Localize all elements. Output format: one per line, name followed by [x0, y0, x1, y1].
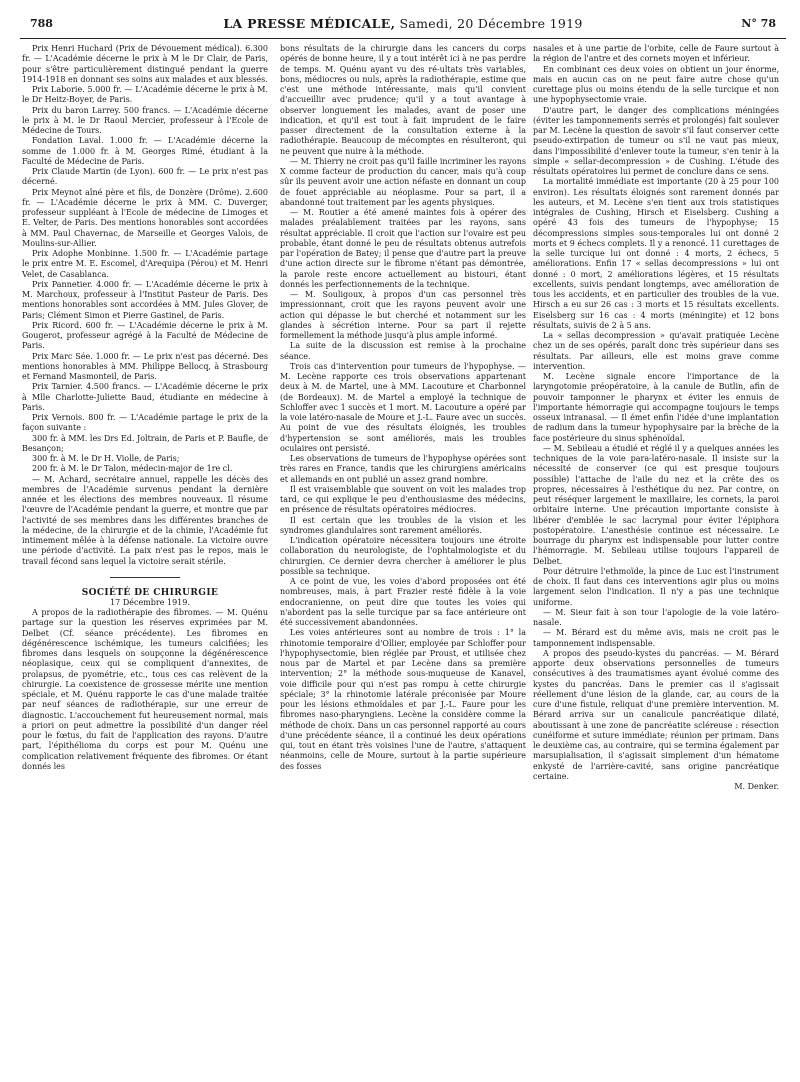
paragraph: Fondation Laval. 1.000 fr. — L'Académie décerne la somme de 1.000 fr. à M. Georges Rimé, étudiant à la Faculté de Médecine de Paris. — [22, 136, 268, 166]
paragraph: Il est certain que les troubles de la vision et les syndromes glandulaires sont rarement améliorés. — [280, 515, 526, 535]
paragraph: La mortalité immédiate est importante (20 à 25 pour 100 environ). Les résultats éloignés sont rarement donnés par les auteurs, et M. Lecène s'en tient aux trois statistiques intégrales de Cushing, Hirsch et Eiselsberg. Cushing a opéré 43 fois des tumeurs de l'hypophyse; 15 décompressions simples sous-temporales lui ont donné 2 morts et 9 échecs complets. Il y a renoncé. 11 curettages de la selle turcique lui ont donné : 4 morts, 2 échecs, 5 améliorations. Enfin 17 « sellas decompressions » lui ont donné : 0 mort, 2 améliorations légères, et 15 résultats excellents, suivis pendant longtemps, avec amélioration de tous les accidents, et en particulier des troubles de la vue. Hirsch a eu sur 26 cas : 3 morts et 15 résultats excellents. Eiselsberg sur 16 cas : 4 morts (méningite) et 12 bons résultats, suivis de 2 à 5 ans. — [533, 177, 779, 330]
paragraph: Prix Ricord. 600 fr. — L'Académie décerne le prix à M. Gougerot, professeur agrégé à la Faculté de Médecine de Paris. — [22, 320, 268, 351]
column-middle — [280, 44, 526, 1054]
paragraph: Prix Henri Huchard (Prix de Dévouement médical). 6.300 fr. — L'Académie décerne le prix à M le Dr Clair, de Paris, pour s'être particulièrement distingué pendant la guerre 1914-1918 en donnant ses soins aux malades et aux blessés. — [22, 44, 268, 84]
author-signature: M. Denker. — [734, 782, 779, 791]
paragraph: M. Lecène signale encore l'importance de la laryngotomie préopératoire, à la canule de Butlin, afin de pouvoir tamponner le pharynx et éviter les ennuis de l'importante hémorragie qui accompagne toujours le temps osseux intranasal. — Il émet enfin l'idée d'une implantation de radium dans la tumeur hypophysaire par la brèche de la face postérieure du sinus sphénoïdal. — [533, 372, 779, 443]
paragraph: Prix Pannetier. 4.000 fr. — L'Académie décerne le prix à M. Marchoux, professeur à l'Institut Pasteur de Paris. Des mentions honorables sont accordées à MM. Jules Glover, de Paris; Clément Simon et Pierre Gastinel, de Paris. — [22, 279, 268, 320]
issue-number: N° 78 — [741, 17, 776, 30]
section-title: SOCIÉTÉ DE CHIRURGIE — [81, 587, 219, 598]
paragraph: Prix Laborie. 5.000 fr. — L'Académie décerne le prix à M. le Dr Heitz-Boyer, de Paris. — [22, 85, 268, 105]
paragraph: La suite de la discussion est remise à la prochaine séance. — [280, 341, 526, 361]
journal-name: LA PRESSE MÉDICALE, — [223, 16, 396, 31]
paragraph: Il est vraisemblable que souvent on voit les malades trop tard, ce qui explique le peu d'enthousiasme des médecins, en présence de résultats opératoires médiocres. — [280, 484, 526, 515]
paragraph: — M. Sieur fait à son tour l'apologie de la voie latéro-nasale. — [533, 607, 779, 627]
paragraph: A propos de la radiothérapie des fibromes. — M. Quénu partage sur la question les réserves exprimées par M. Delbet (Cf. séance précédente). Les fibromes en dégénérescence ischémique, les tumeurs calcifiées; les fibromes dans lesquels on soupçonne la dégénérescence néoplasique, ceux qui se compliquent d'annexites, de prolapsus, de pyométrie, etc., tous ces cas relèvent de la chirurgie. La coexistence de grossesse mérite une mention spéciale, et M. Quénu rapporte le cas d'une malade traitée par neuf séances de radiothérapie, sur une erreur de diagnostic. L'accouchement fut heureusement normal, mais a priori on peut admettre la possibilité d'un danger réel pour le fœtus, du fait de l'application des rayons. D'autre part, l'épithélioma du corps est pour M. Quénu une complication relativement fréquente des fibromes. Or étant donnés les — [22, 608, 268, 771]
issue-date: Samedi, 20 Décembre 1919 — [395, 16, 583, 31]
paragraph: bons résultats de la chirurgie dans les cancers du corps opérés de bonne heure, il y a tout intérêt ici à ne pas perdre de temps. M. Quénu ayant vu des ré-ultats très variables, bons, médiocres ou nuls, après la radiothérapie, estime que c'est une méthode intéressante, mais qu'il convient d'accueillir avec prudence; qu'il y a tout avantage à observer longuement les malades, avant de poser une indication, et qu'il est tout à fait imprudent de le faire passer directement de la consultation externe à la radiothérapie. Beaucoup de mécomptes en résulteront, qui ne peuvent que nuire à la méthode. — [280, 44, 526, 156]
column-left — [22, 44, 268, 1054]
journal-title — [20, 16, 786, 31]
paragraph: — M. Thierry ne croit pas qu'il faille incriminer les rayons X comme facteur de production du cancer, mais qu'à coup sûr ils peuvent avoir une action néfaste en donnant un coup de fouet appréciable au néoplasme. Pour sa part, il a abandonné tout traitement par les agents physiques. — [280, 156, 526, 207]
paragraph: Prix Meynot aîné père et fils, de Donzère (Drôme). 2.600 fr. — L'Académie décerne le prix à MM. C. Duverger, professeur suppléant à l'Ecole de médecine de Limoges et E. Velter, de Paris. Des mentions honorables sont accordées à MM. Paul Chavernac, de Marseille et Georges Valois, de Moulins-sur-Allier. — [22, 187, 268, 248]
paragraph: 200 fr. à M. le Dr Talon, médecin-major de 1re cl. — [32, 464, 233, 474]
paragraph: Prix du baron Larrey. 500 francs. — L'Académie décerne le prix à M. le Dr Raoul Mercier, professeur à l'Ecole de Médecine de Tours. — [22, 105, 268, 135]
masthead — [20, 14, 786, 39]
paragraph: D'autre part, le danger des complications méningées (éviter les tamponnements serrés et prolongés) fait soulever par M. Lecène la question de savoir s'il faut conserver cette pseudo-extirpation de tumeur ou s'il ne vaut pas mieux, dans l'impossibilité d'enlever toute la tumeur, s'en tenir à la simple « sellar-decompression » de Cushing. L'étude des résultats opératoires lui permet de conclure dans ce sens. — [533, 105, 779, 176]
paragraph: 300 fr. à M. le Dr H. Violle, de Paris; — [32, 454, 180, 463]
paragraph: Prix Tarnier. 4.500 francs. — L'Académie décerne le prix à Mlle Charlotte-Juliette Baud, étudiante en médecine à Paris. — [22, 382, 268, 412]
paragraph: Les voies antérieures sont au nombre de trois : 1° la rhinotomie temporaire d'Ollier, employée par Schloffer pour l'hypophysectomie, bien réglée par Proust, et utilisée chez nous par de Martel et par Lecène dans sa première intervention; 2° la méthode sous-muqueuse de Kanavel, voie difficile pour qui n'est pas rompu à cette chirurgie spéciale; 3° la rhinotomie latérale préconisée par Moure pour les lésions ethmoïdales et par J.-L. Faure pour les fibromes naso-pharyngiens. Lecène la considère comme la méthode de choix. Dans un cas personnel rapporté au cours d'une précédente séance, il a continué les deux opérations qui, tout en étant très voisines l'une de l'autre, s'attaquent néanmoins, celle de Moure, surtout à la partie supérieure des fosses — [280, 628, 526, 771]
paragraph: Prix Adophe Monbinne. 1.500 fr. — L'Académie partage le prix entre M. E. Escomel, d'Arequipa (Pérou) et M. Henri Velet, de Casablanca. — [22, 249, 268, 279]
paragraph: Trois cas d'intervention pour tumeurs de l'hypophyse. — M. Lecène rapporte ces trois observations appartenant deux à M. de Martel, une à MM. Lacouture et Charbonnel (de Bordeaux). M. de Martel a employé la technique de Schloffer avec 1 succès et 1 mort. M. Lacouture a opéré par la voie latéro-nasale de Moure et J.-L. Faure avec un succès. Au point de vue des résultats éloignés, les troubles d'hypertension se sont améliorés, mais les troubles oculaires ont persisté. — [280, 361, 526, 453]
paragraph: — M. Bérard est du même avis, mais ne croit pas le tamponnement indispensable. — [533, 628, 779, 648]
paragraph: En combinant ces deux voies on obtient un jour énorme, mais en aucun cas on ne peut faire autre chose qu'un curettage plus ou moins étendu de la selle turcique et non une hypophysectomie vraie. — [533, 64, 779, 105]
paragraph: A propos des pseudo-kystes du pancréas. — M. Bérard apporte deux observations personnelles de tumeurs consécutives à des traumatismes ayant évolué comme des kystes du pancréas. Dans le premier cas il s'agissait réellement d'une lésion de la glande, car, au cours de la cure d'une fistule, reliquat d'une première intervention. M. Bérard arriva sur un canalicule pancréatique dilaté, aboutissant à une zone de pancréatite scléreuse : résection cunéiforme et suture immédiate; réunion per primam. Dans le deuxième cas, au contraire, qui se termina également par marsupialisation, il s'agissait simplement d'un hématome enkysté de l'arrière-cavité, sans origine pancréatique certaine. — [533, 648, 779, 781]
paragraph: Pour détruire l'ethmoïde, la pince de Luc est l'instrument de choix. Il faut dans ces interventions agir plus ou moins largement selon l'indication. Il n'y a pas une technique uniforme. — [533, 566, 779, 607]
page-number: 788 — [30, 17, 53, 30]
paragraph: La « sellas decompression » qu'avait pratiquée Lecène chez un de ses opérés, paraît donc très supérieur dans ses résultats. Par ailleurs, elle est moins grave comme intervention. — [533, 331, 779, 371]
column-right — [533, 44, 779, 1054]
paragraph: — M. Souligoux, à propos d'un cas personnel très impressionnant, croit que les rayons peuvent avoir une action qui dépasse le but cherché et notamment sur les glandes à sécrétion interne. Pour sa part il rejette formellement la méthode jusqu'à plus ample informé. — [280, 290, 526, 340]
paragraph: 300 fr. à MM. les Drs Ed. Joltrain, de Paris et P. Baufle, de Besançon; — [22, 433, 268, 453]
paragraph: nasales et à une partie de l'orbite, celle de Faure surtout à la région de l'antre et des cornets moyen et inférieur. — [533, 44, 779, 64]
section-date: 17 Décembre 1919. — [110, 597, 190, 607]
divider — [110, 577, 180, 578]
paragraph: L'indication opératoire nécessitera toujours une étroite collaboration du neurologiste, de l'ophtalmologiste et du chirurgien. Ce dernier devra chercher à améliorer le plus possible sa technique. — [280, 536, 526, 576]
paragraph: Les observations de tumeurs de l'hypophyse opérées sont très rares en France, tandis que les chirurgiens américains et allemands en ont publié un assez grand nombre. — [280, 454, 526, 484]
paragraph: Prix Marc Sée. 1.000 fr. — Le prix n'est pas décerné. Des mentions honorables à MM. Philippe Bellocq, à Strasbourg et Fernand Masmonteil, de Paris. — [22, 351, 268, 381]
paragraph: — M. Sebileau a étudié et réglé il y a quelques années les techniques de la voie para-latéro-nasale. Il insiste sur la nécessité de conserver (ce qui est presque toujours possible) l'attache de l'aile du nez et la crête des os propres, nécessaires à l'esthétique du nez. Par contre, on peut réséquer largement le maxillaire, les cornets, la paroi orbitaire interne. Une précaution importante consiste à libérer d'emblée le sac lacrymal pour éviter l'épiphora postopératoire. L'anesthésie continue est nécessaire. Le bourrage du pharynx est indispensable pour lutter contre l'hémorragie. M. Sebileau utilise toujours l'appareil de Delbet. — [533, 443, 779, 566]
paragraph: A ce point de vue, les voies d'abord proposées ont été nombreuses, mais, à part Frazier resté fidèle à la voie endocranienne, on peut dire que toutes les voies qui n'abordent pas la selle turcique par sa face antérieure ont été successivement abandonnées. — [280, 577, 526, 627]
paragraph: Prix Vernois. 800 fr. — L'Académie partage le prix de la façon suivante : — [22, 413, 268, 433]
paragraph: — M. Achard, secrétaire annuel, rappelle les décès des membres de l'Académie survenus pendant la dernière année et les élections des membres nouveaux. Il résume l'œuvre de l'Académie pendant la guerre, et montre que par l'activité de ses membres dans les différentes branches de la médecine, de la chirurgie et de la chimie, l'Académie fut intimement mêlée à la défense nationale. La victoire ouvre une période d'activité. La paix n'est pas le repos, mais le travail fécond sans lequel la victoire serait stérile. — [22, 474, 268, 566]
paragraph: Prix Claude Martin (de Lyon). 600 fr. — Le prix n'est pas décerné. — [22, 167, 268, 187]
paragraph: — M. Routier a été amené maintes fois à opérer des malades préalablement traitées par les rayons, sans résultat appréciable. Il croit que l'action sur l'ovaire est peu probable, étant donné le peu de résultats obtenus autrefois par l'opération de Batey; il pense que d'autre part la preuve d'une action directe sur le fibrome n'étant pas démontrée, la parole reste encore actuellement au bistouri, étant donnés les perfectionnements de la technique. — [280, 208, 526, 289]
